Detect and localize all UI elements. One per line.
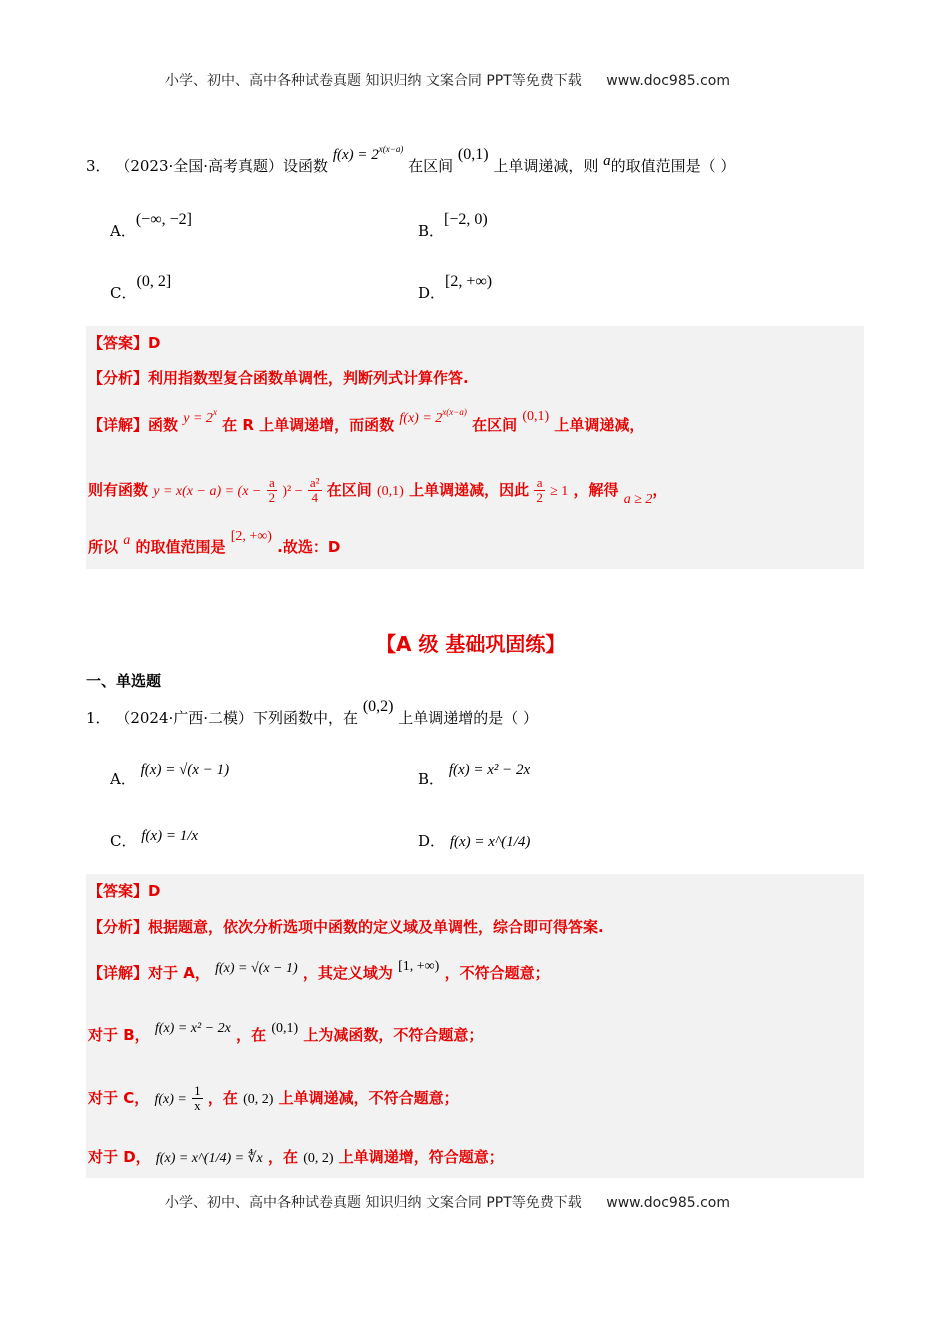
analysis-line: 【分析】根据题意，依次分析选项中函数的定义域及单调性，综合即可得答案.: [88, 918, 604, 936]
interval: (0,1): [457, 146, 489, 163]
header-site-link[interactable]: www.doc985.com: [606, 73, 730, 89]
option-b[interactable]: B． f(x) = x² − 2x: [418, 762, 531, 788]
question-number: 1．: [86, 709, 111, 727]
page-header: [165, 70, 730, 90]
detail-line-c: 对于 C， f(x) = $\frac{1}{x}$ ，在 (0, 2) 上单调递减，不符合题意；: [88, 1083, 459, 1113]
footer-text: 小学、初中、高中各种试卷真题 知识归纳 文案合同 PPT等免费下载: [165, 1195, 582, 1211]
analysis-line: 【分析】利用指数型复合函数单调性，判断列式计算作答.: [88, 369, 469, 387]
option-d[interactable]: D． f(x) = x^(1/4): [418, 832, 531, 850]
option-a[interactable]: A． f(x) = √(x − 1): [110, 762, 230, 788]
question-text: 上单调递减，则: [493, 157, 599, 175]
detail-line-1: 【详解】函数 $y = 2^x$ 在 R 上单调递增，而函数 $f(x) = 2^{x(x-a)}$ 在区间 (0,1) 上单调递减，: [88, 407, 645, 434]
option-d[interactable]: D．[2, +∞): [418, 273, 493, 302]
detail-line-b: 对于 B， f(x) = x² − 2x ，在 (0,1) 上为减函数，不符合题意；: [88, 1021, 484, 1044]
question-3-stem: [86, 144, 736, 176]
question-text: 在区间: [408, 157, 454, 175]
detail-line-d: 对于 D， f(x) = x^(1/4) = ∜x ，在 (0, 2) 上单调递增，符合题意；: [88, 1148, 504, 1166]
function-expression: $f(x) = 2^{x(x-a)}$: [332, 144, 404, 163]
variable-a: a: [603, 153, 611, 169]
interval: (0,2): [362, 698, 394, 715]
question-number: 3．: [86, 157, 111, 175]
option-a[interactable]: A．(−∞, −2]: [110, 211, 192, 240]
option-c[interactable]: C． f(x) = 1/x: [110, 828, 199, 850]
question-text: 上单调递增的是（ ）: [398, 709, 539, 727]
question-source: （2023·全国·高考真题）设函数: [115, 157, 329, 175]
subsection-title: 一、单选题: [86, 672, 162, 690]
question-1-stem: [86, 698, 539, 728]
detail-line-a: 【详解】对于 A， f(x) = √(x − 1) ，其定义域为 [1, +∞) ，不符合题意；: [88, 959, 550, 982]
section-title: 【A 级 基础巩固练】: [376, 632, 566, 656]
question-source: （2024·广西·二模）下列函数中，在: [115, 709, 359, 727]
footer-site-link[interactable]: www.doc985.com: [606, 1195, 730, 1211]
detail-line-2: 则有函数 y = x(x − a) = (x − $\frac{a}{2}$ )² − $\frac{\text{a²}}{4}$ 在区间 (0,1) 上单调递减，因此 $\frac{a}{2}$ ≥ 1 ，解得 a ≥ 2，: [88, 475, 668, 507]
answer-box-q3: [86, 326, 864, 569]
page-footer: [165, 1192, 730, 1212]
option-c[interactable]: C．(0, 2]: [110, 273, 172, 302]
question-text: 的取值范围是（ ）: [610, 157, 736, 175]
option-b[interactable]: B．[−2, 0): [418, 211, 488, 240]
header-text: 小学、初中、高中各种试卷真题 知识归纳 文案合同 PPT等免费下载: [165, 73, 582, 89]
detail-line-3: 所以 a 的取值范围是 [2, +∞) .故选：D: [88, 529, 341, 556]
answer-line: 【答案】D: [88, 334, 161, 352]
answer-line: 【答案】D: [88, 882, 161, 900]
